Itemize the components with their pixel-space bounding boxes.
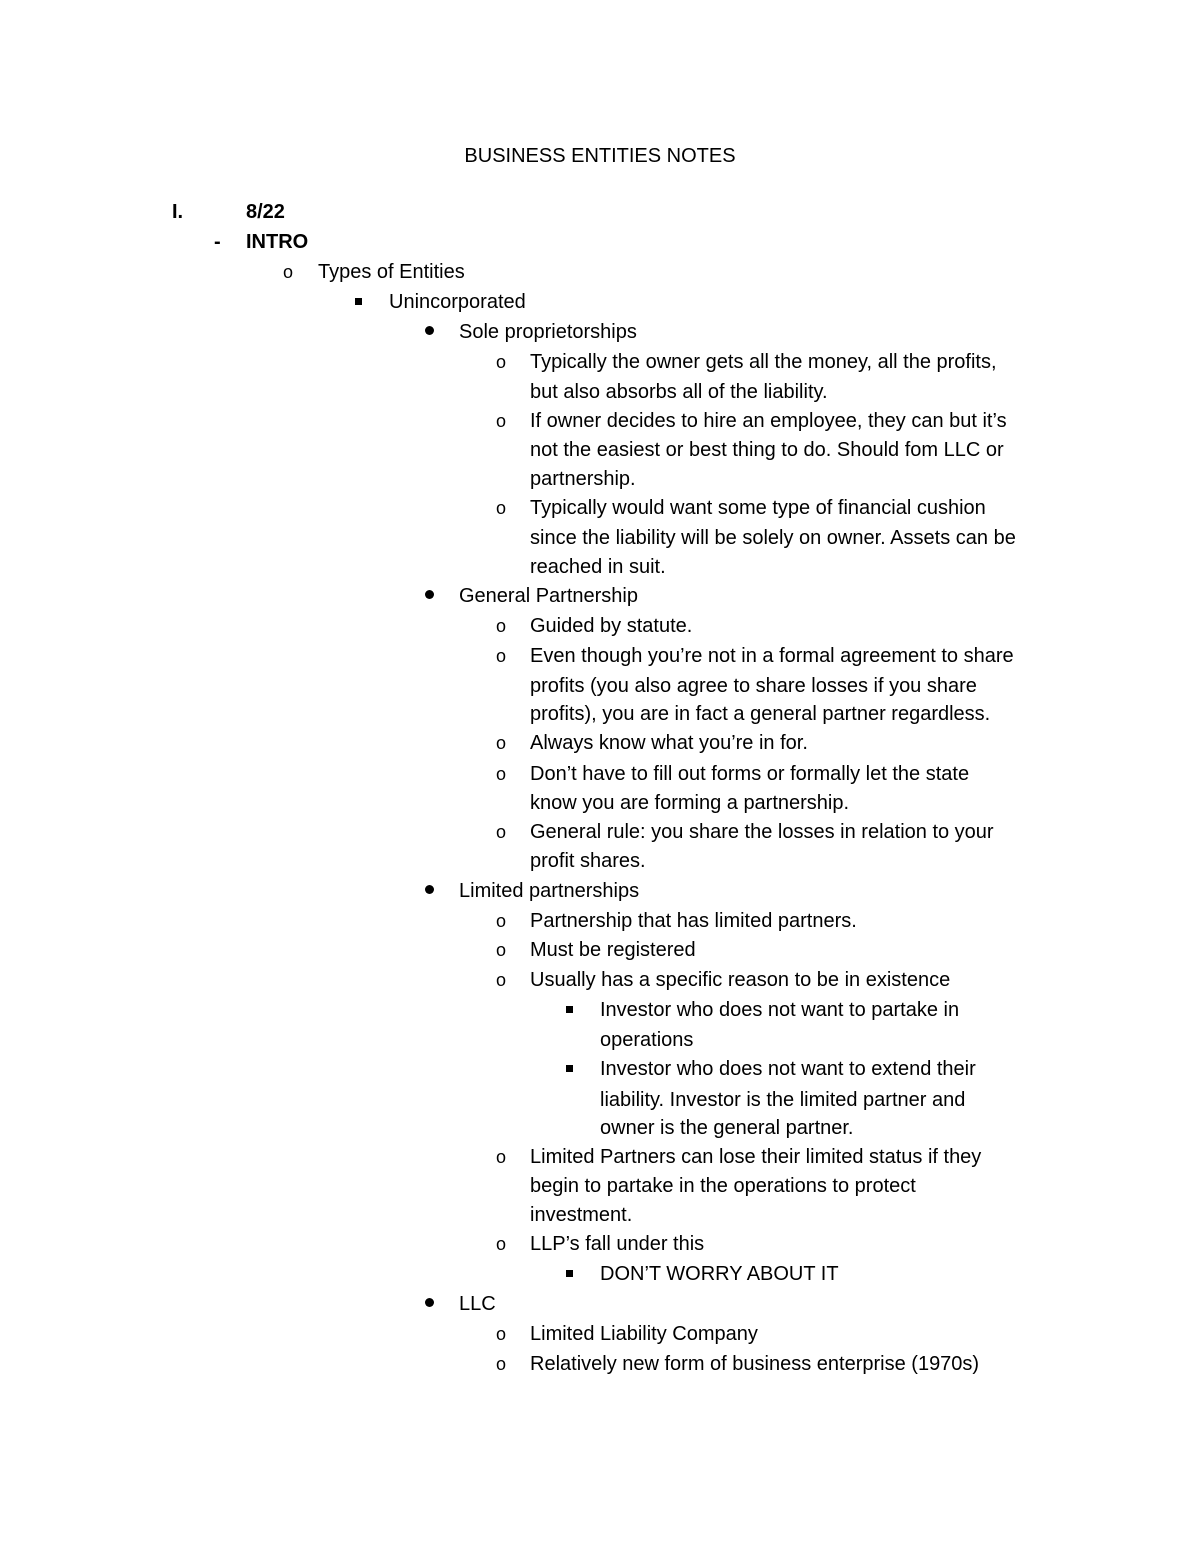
subnote-line: owner is the general partner. [600,1117,854,1139]
note-line: since the liability will be solely on owner. Assets can be [530,527,1016,549]
note-line: Limited Partners can lose their limited status if they [530,1146,982,1168]
note-line: partnership. [530,468,636,490]
category-item: Unincorporated [389,291,526,313]
note-line: Must be registered [530,939,696,961]
note-line: profit shares. [530,850,646,872]
note-line: know you are forming a partnership. [530,792,850,814]
disc-bullet-icon [425,326,434,335]
note-line: Usually has a specific reason to be in existence [530,969,951,991]
circle-bullet-icon: o [283,262,294,282]
entity-label: General Partnership [459,585,638,607]
entity-label: LLC [459,1293,496,1315]
subsection-heading: INTRO [246,231,309,253]
subnote-line: DON’T WORRY ABOUT IT [600,1263,839,1285]
note-line: If owner decides to hire an employee, they can but it’s [530,410,1007,432]
circle-bullet-icon: o [496,411,507,431]
circle-bullet-icon: o [496,733,507,753]
page-title: BUSINESS ENTITIES NOTES [464,145,736,167]
section-numeral: I. [172,201,184,223]
note-line: Always know what you’re in for. [530,732,808,754]
subnote-line: Investor who does not want to extend their [600,1058,976,1080]
disc-bullet-icon [425,590,434,599]
circle-bullet-icon: o [496,1324,507,1344]
note-line: Guided by statute. [530,615,693,637]
note-line: LLP’s fall under this [530,1233,705,1255]
circle-bullet-icon: o [496,1234,507,1254]
note-line: Even though you’re not in a formal agreement to share [530,645,1014,667]
disc-bullet-icon [425,1298,434,1307]
square-bullet-icon [566,1006,573,1013]
entity-label: Sole proprietorships [459,321,637,343]
circle-bullet-icon: o [496,352,507,372]
circle-bullet-icon: o [496,911,507,931]
circle-bullet-icon: o [496,646,507,666]
disc-bullet-icon [425,885,434,894]
subnote-line: Investor who does not want to partake in [600,999,960,1021]
square-bullet-icon [566,1065,573,1072]
note-line: Relatively new form of business enterprise (1970s) [530,1353,980,1375]
note-line: but also absorbs all of the liability. [530,381,828,403]
section-heading: 8/22 [246,201,285,223]
circle-bullet-icon: o [496,498,507,518]
circle-bullet-icon: o [496,616,507,636]
note-line: Partnership that has limited partners. [530,910,857,932]
note-line: Limited Liability Company [530,1323,758,1345]
square-bullet-icon [566,1270,573,1277]
circle-bullet-icon: o [496,970,507,990]
note-line: begin to partake in the operations to protect [530,1175,916,1197]
topic-item: Types of Entities [318,261,465,283]
circle-bullet-icon: o [496,1354,507,1374]
entity-label: Limited partnerships [459,880,640,902]
note-line: General rule: you share the losses in relation to your [530,821,994,843]
note-line: not the easiest or best thing to do. Should fom LLC or [530,439,1004,461]
note-line: Typically the owner gets all the money, all the profits, [530,351,997,373]
square-bullet-icon [355,298,362,305]
note-line: profits (you also agree to share losses if you share [530,675,977,697]
circle-bullet-icon: o [496,822,507,842]
subnote-line: operations [600,1029,694,1051]
note-line: Don’t have to fill out forms or formally let the state [530,763,970,785]
dash-marker: - [214,231,221,253]
note-line: profits), you are in fact a general partner regardless. [530,703,991,725]
subnote-line: liability. Investor is the limited partner and [600,1089,966,1111]
circle-bullet-icon: o [496,940,507,960]
note-line: Typically would want some type of financial cushion [530,497,986,519]
circle-bullet-icon: o [496,1147,507,1167]
note-line: investment. [530,1204,633,1226]
circle-bullet-icon: o [496,764,507,784]
note-line: reached in suit. [530,556,666,578]
